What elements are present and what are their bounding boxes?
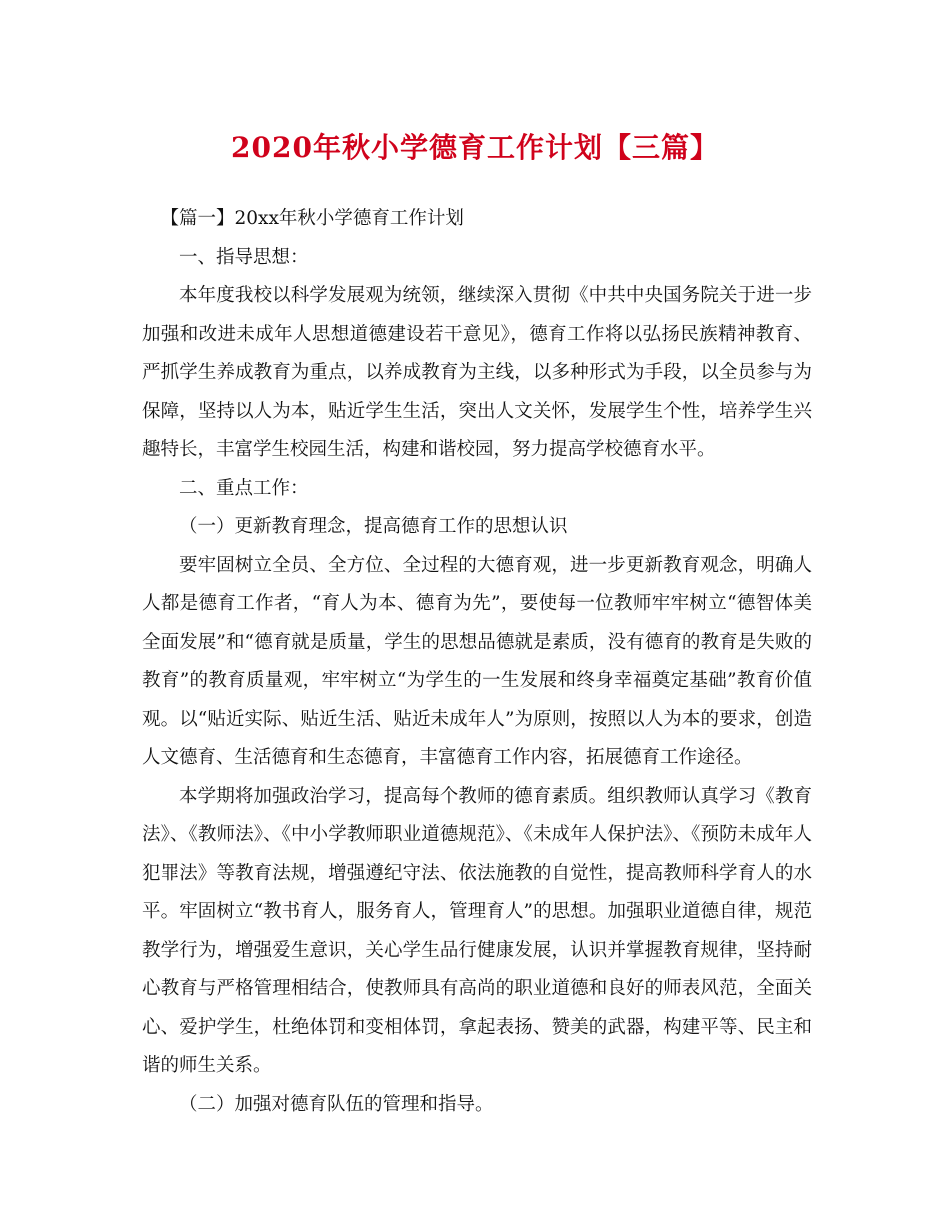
subheading-team-management: （二）加强对德育队伍的管理和指导。: [179, 1093, 494, 1115]
paragraph-moral-view: 要牢固树立全员、全方位、全过程的大德育观，进一步更新教育观念，明确人人都是德育工作者，“育人为本、德育为先”，要使每一位教师牢牢树立“德智体美全面发展”和“德育就是质量，学生的思想品德就是素质，没有德育的教育是失败的教育”的教育质量观，牢牢树立“为学生的一生发展和终身幸福奠定基础”教育价值观。以“贴近实际、贴近生活、贴近未成年人”为原则，按照以人为本的要求，创造人文德育、生活德育和生态德育，丰富德育工作内容，拓展德育工作途径。: [142, 554, 812, 768]
paragraph-political-study: 本学期将加强政治学习，提高每个教师的德育素质。组织教师认真学习《教育法》、《教师法》、《中小学教师职业道德规范》、《未成年人保护法》、《预防未成年人犯罪法》等教育法规，增强遵纪守法、依法施教的自觉性，提高教师科学育人的水平。牢固树立“教书育人，服务育人，管理育人”的思想。加强职业道德自律，规范教学行为，增强爱生意识，关心学生品行健康发展，认识并掌握教育规律，坚持耐心教育与严格管理相结合，使教师具有高尚的职业道德和良好的师表风范，全面关心、爱护学生，杜绝体罚和变相体罚，拿起表扬、赞美的武器，构建平等、民主和谐的师生关系。: [142, 785, 812, 1076]
subheading-update-concept: （一）更新教育理念，提高德育工作的思想认识: [179, 516, 568, 537]
heading-key-work: 二、重点工作：: [179, 477, 309, 499]
paragraph-guiding-thought: 本年度我校以科学发展观为统领，继续深入贯彻《中共中央国务院关于进一步加强和改进未成年人思想道德建设若干意见》，德育工作将以弘扬民族精神教育、严抓学生养成教育为重点，以养成教育为主线，以多种形式为手段，以全员参与为保障，坚持以人为本，贴近学生生活，突出人文关怀，发展学生个性，培养学生兴趣特长，丰富学生校园生活，构建和谐校园，努力提高学校德育水平。: [142, 285, 812, 460]
heading-guiding-thought: 一、指导思想：: [179, 246, 309, 268]
section-heading-part-one: 【篇一】20xx年秋小学德育工作计划: [160, 208, 464, 229]
document-body: [142, 200, 812, 1124]
document-title: 2020年秋小学德育工作计划【三篇】: [231, 131, 719, 164]
